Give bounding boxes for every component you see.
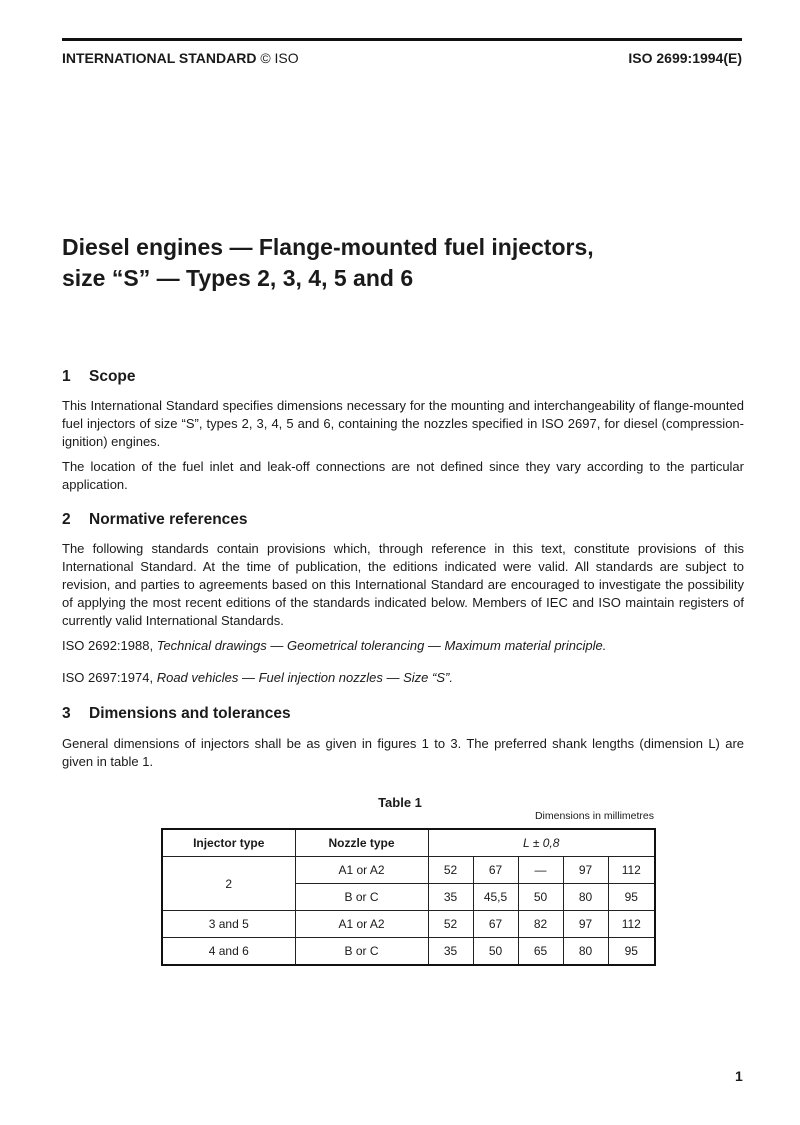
scope-paragraph-1: This International Standard specifies dimensions necessary for the mounting and interchangeability of flange-mounted fuel injectors of size “S”, types 2, 3, 4, 5 and 6, containing the nozzles specified in ISO 2697, for diesel (compression-ignition) engines. xyxy=(62,398,744,449)
reference-iso-2697 xyxy=(62,669,744,687)
cell-value: 67 xyxy=(473,911,518,938)
reference-1-code: ISO 2692:1988, xyxy=(62,638,154,653)
section-2-heading xyxy=(62,511,248,529)
table-units-note: Dimensions in millimetres xyxy=(534,810,654,822)
section-1-title: Scope xyxy=(89,368,136,385)
cell-nozzle-type: B or C xyxy=(295,884,428,911)
title-line-1: Diesel engines — Flange-mounted fuel injectors, xyxy=(62,234,594,260)
cell-value: 67 xyxy=(473,857,518,884)
section-3-number: 3 xyxy=(62,705,71,722)
table-row xyxy=(162,857,655,884)
cell-value: 95 xyxy=(608,884,655,911)
cell-injector-type: 2 xyxy=(162,857,295,911)
cell-value: 95 xyxy=(608,938,655,966)
dimensions-paragraph: General dimensions of injectors shall be as given in figures 1 to 3. The preferred shank lengths (dimension L) are given in table 1. xyxy=(62,736,744,769)
cell-value: 112 xyxy=(608,857,655,884)
reference-1-title: Technical drawings — Geometrical tolerancing — Maximum material principle. xyxy=(156,638,607,653)
header-rule xyxy=(62,38,742,41)
cell-value: 97 xyxy=(563,857,608,884)
reference-2-title: Road vehicles — Fuel injection nozzles — Size “S”. xyxy=(156,670,453,685)
section-1-heading xyxy=(62,368,136,386)
header-left xyxy=(62,50,299,66)
cell-value: 97 xyxy=(563,911,608,938)
cell-value: 82 xyxy=(518,911,563,938)
cell-value: 35 xyxy=(428,884,473,911)
section-2-title: Normative references xyxy=(89,511,248,528)
cell-value: 50 xyxy=(518,884,563,911)
cell-nozzle-type: A1 or A2 xyxy=(295,857,428,884)
cell-value: 80 xyxy=(563,884,608,911)
section-3-title: Dimensions and tolerances xyxy=(89,705,291,722)
cell-value: 35 xyxy=(428,938,473,966)
cell-value: 52 xyxy=(428,857,473,884)
table-caption: Table 1 xyxy=(378,795,422,810)
cell-value: 65 xyxy=(518,938,563,966)
cell-injector-type: 4 and 6 xyxy=(162,938,295,966)
header-injector-type: Injector type xyxy=(162,829,295,857)
shank-length-table xyxy=(161,828,656,966)
title-line-2: size “S” — Types 2, 3, 4, 5 and 6 xyxy=(62,265,414,291)
page-number: 1 xyxy=(735,1068,743,1084)
header-standard-label: INTERNATIONAL STANDARD xyxy=(62,50,257,66)
references-paragraph: The following standards contain provisions which, through reference in this text, constitute provisions of this International Standard. At the time of publication, the editions indicated were valid. All standards are subject to revision, and parties to agreements based on this International Standard are encouraged to investigate the possibility of applying the most recent editions of the standards indicated below. Members of IEC and ISO maintain registers of currently valid International Standards. xyxy=(62,541,744,628)
cell-value: 52 xyxy=(428,911,473,938)
table-header-row xyxy=(162,829,655,857)
cell-value: 80 xyxy=(563,938,608,966)
header-l-tolerance: L ± 0,8 xyxy=(428,829,655,857)
header-document-code: ISO 2699:1994(E) xyxy=(628,50,742,66)
section-3-heading xyxy=(62,705,291,723)
cell-injector-type: 3 and 5 xyxy=(162,911,295,938)
cell-nozzle-type: B or C xyxy=(295,938,428,966)
reference-iso-2692 xyxy=(62,637,744,655)
section-1-number: 1 xyxy=(62,368,71,385)
table-row xyxy=(162,911,655,938)
reference-2-code: ISO 2697:1974, xyxy=(62,670,154,685)
scope-paragraph-2: The location of the fuel inlet and leak-off connections are not defined since they vary according to the particular application. xyxy=(62,459,744,492)
document-title xyxy=(62,232,752,294)
cell-value: 45,5 xyxy=(473,884,518,911)
cell-value: — xyxy=(518,857,563,884)
table-row xyxy=(162,938,655,966)
cell-value: 112 xyxy=(608,911,655,938)
header-nozzle-type: Nozzle type xyxy=(295,829,428,857)
page-header xyxy=(62,50,742,70)
header-copyright: © ISO xyxy=(260,50,299,66)
cell-nozzle-type: A1 or A2 xyxy=(295,911,428,938)
cell-value: 50 xyxy=(473,938,518,966)
section-2-number: 2 xyxy=(62,511,71,528)
